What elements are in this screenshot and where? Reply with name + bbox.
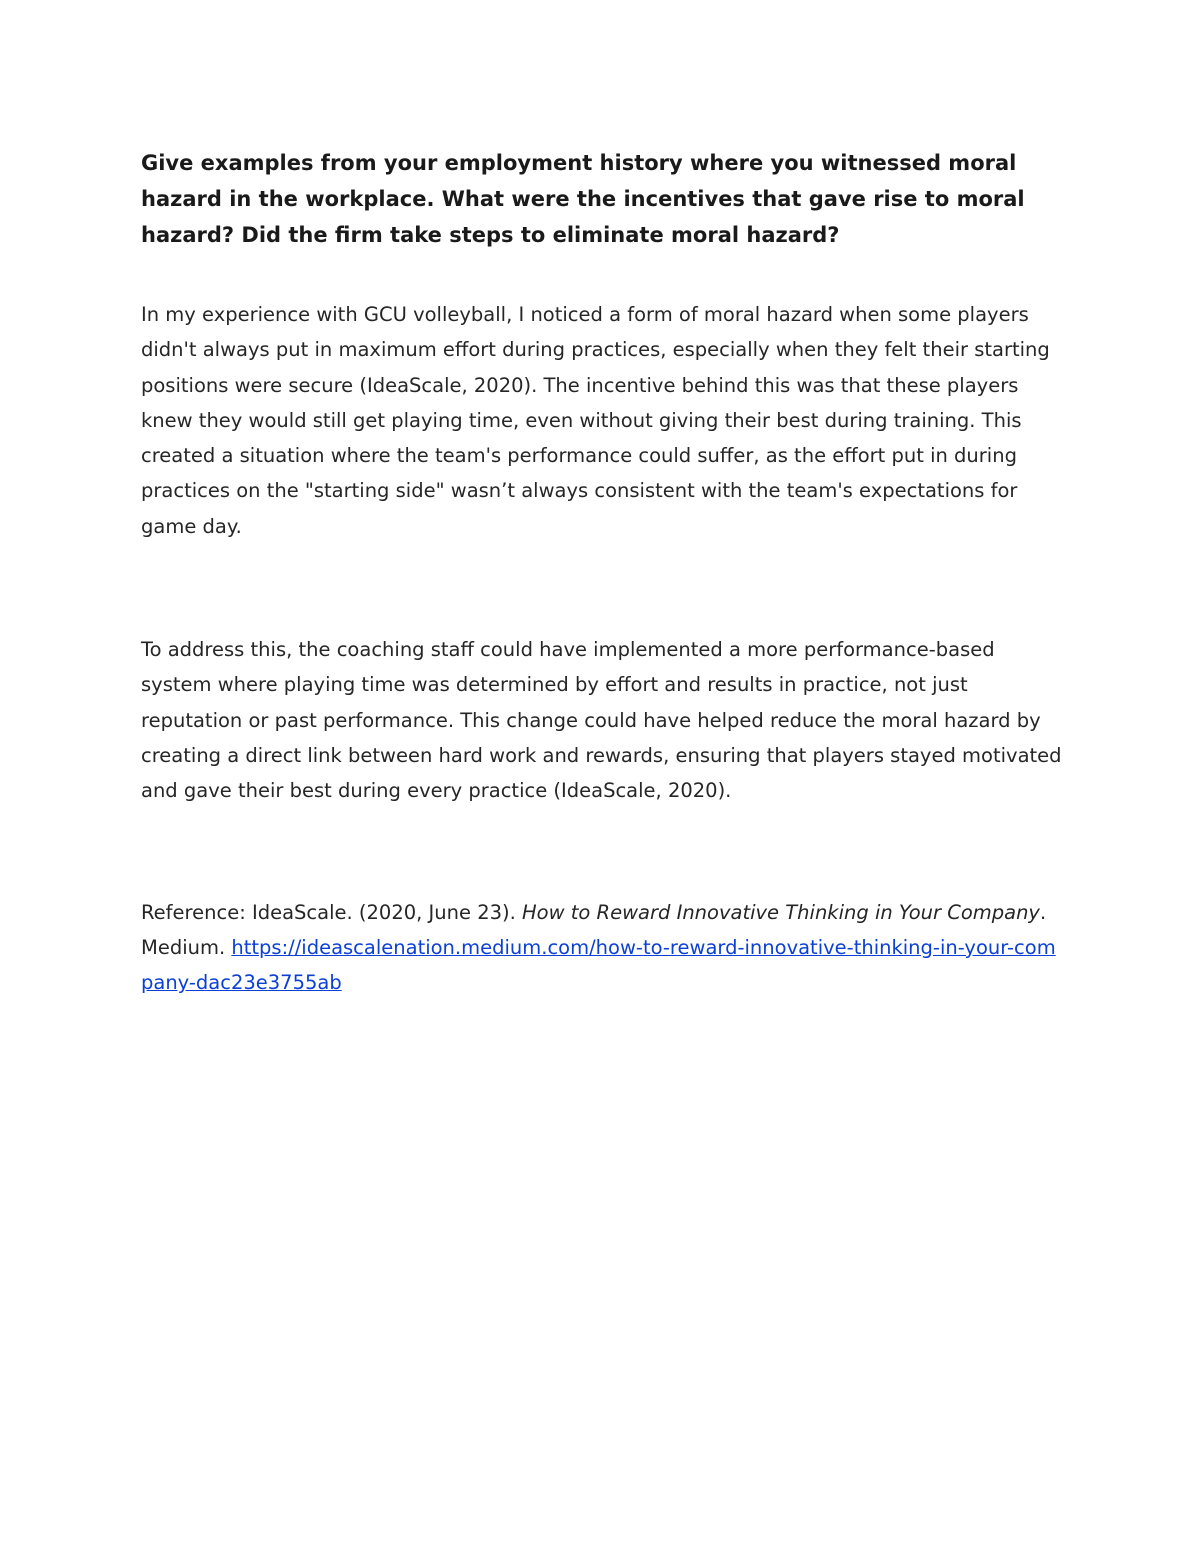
reference-publisher: . Medium.	[141, 900, 1047, 959]
reference-citation	[141, 895, 1066, 1001]
answer-paragraph-1: In my experience with GCU volleyball, I noticed a form of moral hazard when some players didn't always put in maximum effort during practices, especially when they felt their starting positions were secure (IdeaScale, 2020). The incentive behind this was that these players knew they would still get playing time, even without giving their best during training. This created a situation where the team's performance could suffer, as the effort put in during practices on the "starting side" wasn’t always consistent with the team's expectations for game day.	[141, 303, 1050, 538]
answer-paragraph-2: To address this, the coaching staff could have implemented a more performance-based system where playing time was determined by effort and results in practice, not just reputation or past performance. This change could have helped reduce the moral hazard by creating a direct link between hard work and rewards, ensuring that players stayed motivated and gave their best during every practice (IdeaScale, 2020).	[141, 638, 1062, 803]
reference-link[interactable]: https://ideascalenation.medium.com/how-to-reward-innovative-thinking-in-your-company-dac23e3755ab	[141, 935, 1056, 995]
reference-lead: Reference: IdeaScale. (2020, June 23).	[141, 900, 523, 924]
question-heading: Give examples from your employment history where you witnessed moral hazard in the workplace. What were the incentives that gave rise to moral hazard? Did the firm take steps to eliminate moral hazard?	[141, 151, 1025, 247]
document-body	[141, 145, 1066, 1000]
reference-title: How to Reward Innovative Thinking in Your Company	[522, 900, 1040, 924]
